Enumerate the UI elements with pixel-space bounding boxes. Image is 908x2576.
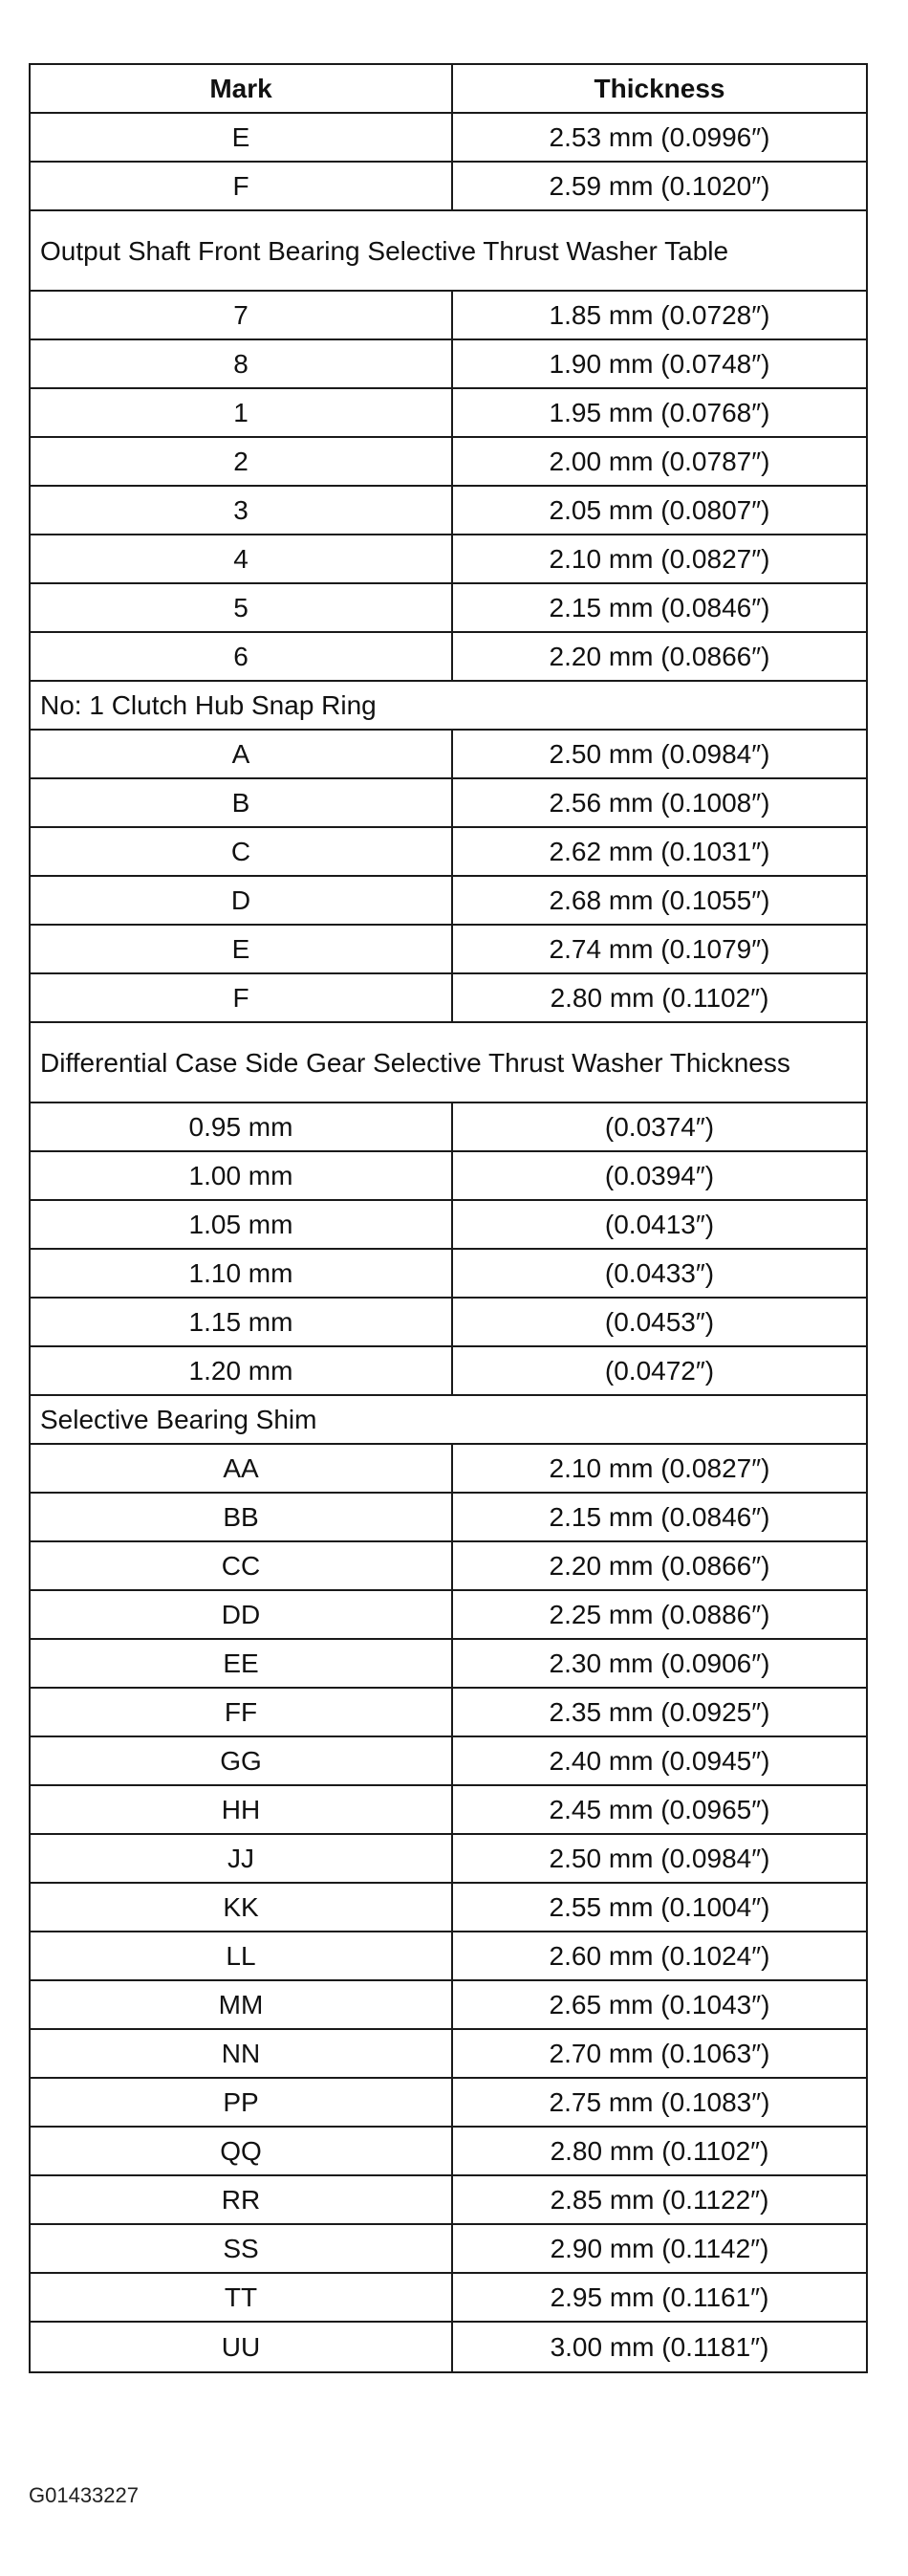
mark-cell: 5 <box>31 584 453 631</box>
thickness-cell: 2.60 mm (0.1024″) <box>549 1940 770 1971</box>
thickness-cell: 2.53 mm (0.0996″) <box>549 121 770 152</box>
mark-cell: 8 <box>31 340 453 387</box>
table-row <box>31 2225 866 2274</box>
thickness-cell: (0.0433″) <box>604 1257 715 1288</box>
table-row <box>31 1542 866 1591</box>
table-row <box>31 389 866 438</box>
thickness-cell: 2.05 mm (0.0807″) <box>549 494 770 525</box>
table-row <box>31 877 866 926</box>
mark-cell: SS <box>31 2225 453 2272</box>
table-row <box>31 1835 866 1884</box>
thickness-cell: 2.95 mm (0.1161″) <box>550 2281 769 2312</box>
table-row <box>31 340 866 389</box>
thickness-cell: 2.74 mm (0.1079″) <box>549 933 770 964</box>
table-row <box>31 828 866 877</box>
mark-cell: RR <box>31 2176 453 2223</box>
thickness-cell: 2.80 mm (0.1102″) <box>550 2135 769 2166</box>
mark-cell: JJ <box>31 1835 453 1882</box>
thickness-cell: 2.50 mm (0.0984″) <box>549 1843 770 1873</box>
section-title: No: 1 Clutch Hub Snap Ring <box>31 682 866 731</box>
mark-cell: C <box>31 828 453 875</box>
table-row <box>31 535 866 584</box>
thickness-cell: 2.35 mm (0.0925″) <box>549 1696 770 1727</box>
table-header-row <box>31 65 866 114</box>
mark-cell: MM <box>31 1981 453 2028</box>
table-row <box>31 1689 866 1737</box>
thickness-cell: 2.20 mm (0.0866″) <box>549 1550 770 1581</box>
thickness-cell: 2.55 mm (0.1004″) <box>549 1891 770 1922</box>
thickness-cell: 2.15 mm (0.0846″) <box>549 1501 770 1532</box>
table-row <box>31 1640 866 1689</box>
table-row <box>31 1494 866 1542</box>
mark-cell: KK <box>31 1884 453 1931</box>
thickness-cell: 2.00 mm (0.0787″) <box>549 446 770 476</box>
thickness-cell: 1.85 mm (0.0728″) <box>549 299 770 330</box>
mark-cell: 1.15 mm <box>31 1299 453 1345</box>
thickness-cell: 2.20 mm (0.0866″) <box>549 641 770 671</box>
mark-cell: AA <box>31 1445 453 1492</box>
thickness-cell: (0.0453″) <box>604 1306 715 1337</box>
thickness-cell: 2.45 mm (0.0965″) <box>549 1794 770 1824</box>
thrust-washer-table <box>29 63 868 2373</box>
table-row <box>31 974 866 1023</box>
table-row <box>31 292 866 340</box>
table-row <box>31 2128 866 2176</box>
thickness-cell: 2.68 mm (0.1055″) <box>549 884 770 915</box>
header-thickness: Thickness <box>594 73 725 103</box>
thickness-cell: (0.0374″) <box>604 1111 715 1142</box>
mark-cell: A <box>31 731 453 777</box>
thickness-cell: 2.50 mm (0.0984″) <box>549 738 770 769</box>
table-row <box>31 926 866 974</box>
table-row <box>31 1981 866 2030</box>
table-row <box>31 584 866 633</box>
thickness-cell: 2.10 mm (0.0827″) <box>549 543 770 574</box>
mark-cell: NN <box>31 2030 453 2077</box>
mark-cell: 2 <box>31 438 453 485</box>
table-row <box>31 114 866 163</box>
table-row <box>31 1152 866 1201</box>
mark-cell: LL <box>31 1932 453 1979</box>
table-row <box>31 2079 866 2128</box>
mark-cell: 1.10 mm <box>31 1250 453 1297</box>
mark-cell: 7 <box>31 292 453 338</box>
mark-cell: EE <box>31 1640 453 1687</box>
table-row <box>31 2030 866 2079</box>
table-row <box>31 2323 866 2371</box>
mark-cell: QQ <box>31 2128 453 2174</box>
thickness-cell: 2.65 mm (0.1043″) <box>549 1989 770 2019</box>
table-row <box>31 163 866 211</box>
thickness-cell: 1.90 mm (0.0748″) <box>549 348 770 379</box>
table-row <box>31 1737 866 1786</box>
table-row <box>31 1932 866 1981</box>
mark-cell: E <box>31 114 453 161</box>
thickness-cell: 3.00 mm (0.1181″) <box>550 2331 769 2362</box>
mark-cell: 4 <box>31 535 453 582</box>
thickness-cell: (0.0413″) <box>604 1209 715 1239</box>
mark-cell: 1.20 mm <box>31 1347 453 1394</box>
table-row <box>31 1250 866 1299</box>
table-row <box>31 1445 866 1494</box>
table-row <box>31 633 866 682</box>
mark-cell: TT <box>31 2274 453 2321</box>
mark-cell: 1.00 mm <box>31 1152 453 1199</box>
mark-cell: CC <box>31 1542 453 1589</box>
mark-cell: F <box>31 163 453 209</box>
thickness-cell: 2.56 mm (0.1008″) <box>549 787 770 818</box>
mark-cell: B <box>31 779 453 826</box>
table-row <box>31 1299 866 1347</box>
thickness-cell: 2.15 mm (0.0846″) <box>549 592 770 622</box>
mark-cell: 0.95 mm <box>31 1103 453 1150</box>
thickness-cell: 2.85 mm (0.1122″) <box>550 2184 769 2215</box>
thickness-cell: (0.0472″) <box>604 1355 715 1386</box>
table-row <box>31 1786 866 1835</box>
section-title: Selective Bearing Shim <box>31 1396 866 1445</box>
table-row <box>31 438 866 487</box>
mark-cell: 1 <box>31 389 453 436</box>
mark-cell: PP <box>31 2079 453 2126</box>
header-mark: Mark <box>31 65 453 112</box>
section-title: Differential Case Side Gear Selective Thrust Washer Thickness <box>31 1023 866 1103</box>
mark-cell: BB <box>31 1494 453 1540</box>
mark-cell: D <box>31 877 453 924</box>
table-row <box>31 731 866 779</box>
thickness-cell: 2.75 mm (0.1083″) <box>549 2086 770 2117</box>
mark-cell: E <box>31 926 453 972</box>
table-row <box>31 2274 866 2323</box>
mark-cell: 3 <box>31 487 453 534</box>
table-row <box>31 1103 866 1152</box>
table-row <box>31 1201 866 1250</box>
thickness-cell: 2.90 mm (0.1142″) <box>550 2233 769 2263</box>
thickness-cell: 2.30 mm (0.0906″) <box>549 1648 770 1678</box>
section-title: Output Shaft Front Bearing Selective Thrust Washer Table <box>31 211 866 292</box>
thickness-cell: 2.25 mm (0.0886″) <box>549 1599 770 1629</box>
mark-cell: FF <box>31 1689 453 1736</box>
table-row <box>31 1884 866 1932</box>
table-row <box>31 1347 866 1396</box>
mark-cell: DD <box>31 1591 453 1638</box>
thickness-cell: 2.40 mm (0.0945″) <box>549 1745 770 1776</box>
thickness-cell: 2.70 mm (0.1063″) <box>549 2038 770 2068</box>
mark-cell: UU <box>31 2323 453 2371</box>
thickness-cell: (0.0394″) <box>604 1160 715 1190</box>
thickness-cell: 2.10 mm (0.0827″) <box>549 1452 770 1483</box>
table-row <box>31 1591 866 1640</box>
thickness-cell: 2.62 mm (0.1031″) <box>549 836 770 866</box>
table-row <box>31 779 866 828</box>
mark-cell: F <box>31 974 453 1021</box>
mark-cell: 6 <box>31 633 453 680</box>
figure-id: G01433227 <box>29 2483 139 2507</box>
mark-cell: HH <box>31 1786 453 1833</box>
thickness-cell: 2.59 mm (0.1020″) <box>549 170 770 201</box>
mark-cell: GG <box>31 1737 453 1784</box>
mark-cell: 1.05 mm <box>31 1201 453 1248</box>
thickness-cell: 2.80 mm (0.1102″) <box>550 982 769 1013</box>
table-row <box>31 2176 866 2225</box>
table-body <box>31 114 866 2371</box>
thickness-cell: 1.95 mm (0.0768″) <box>549 397 770 427</box>
table-row <box>31 487 866 535</box>
